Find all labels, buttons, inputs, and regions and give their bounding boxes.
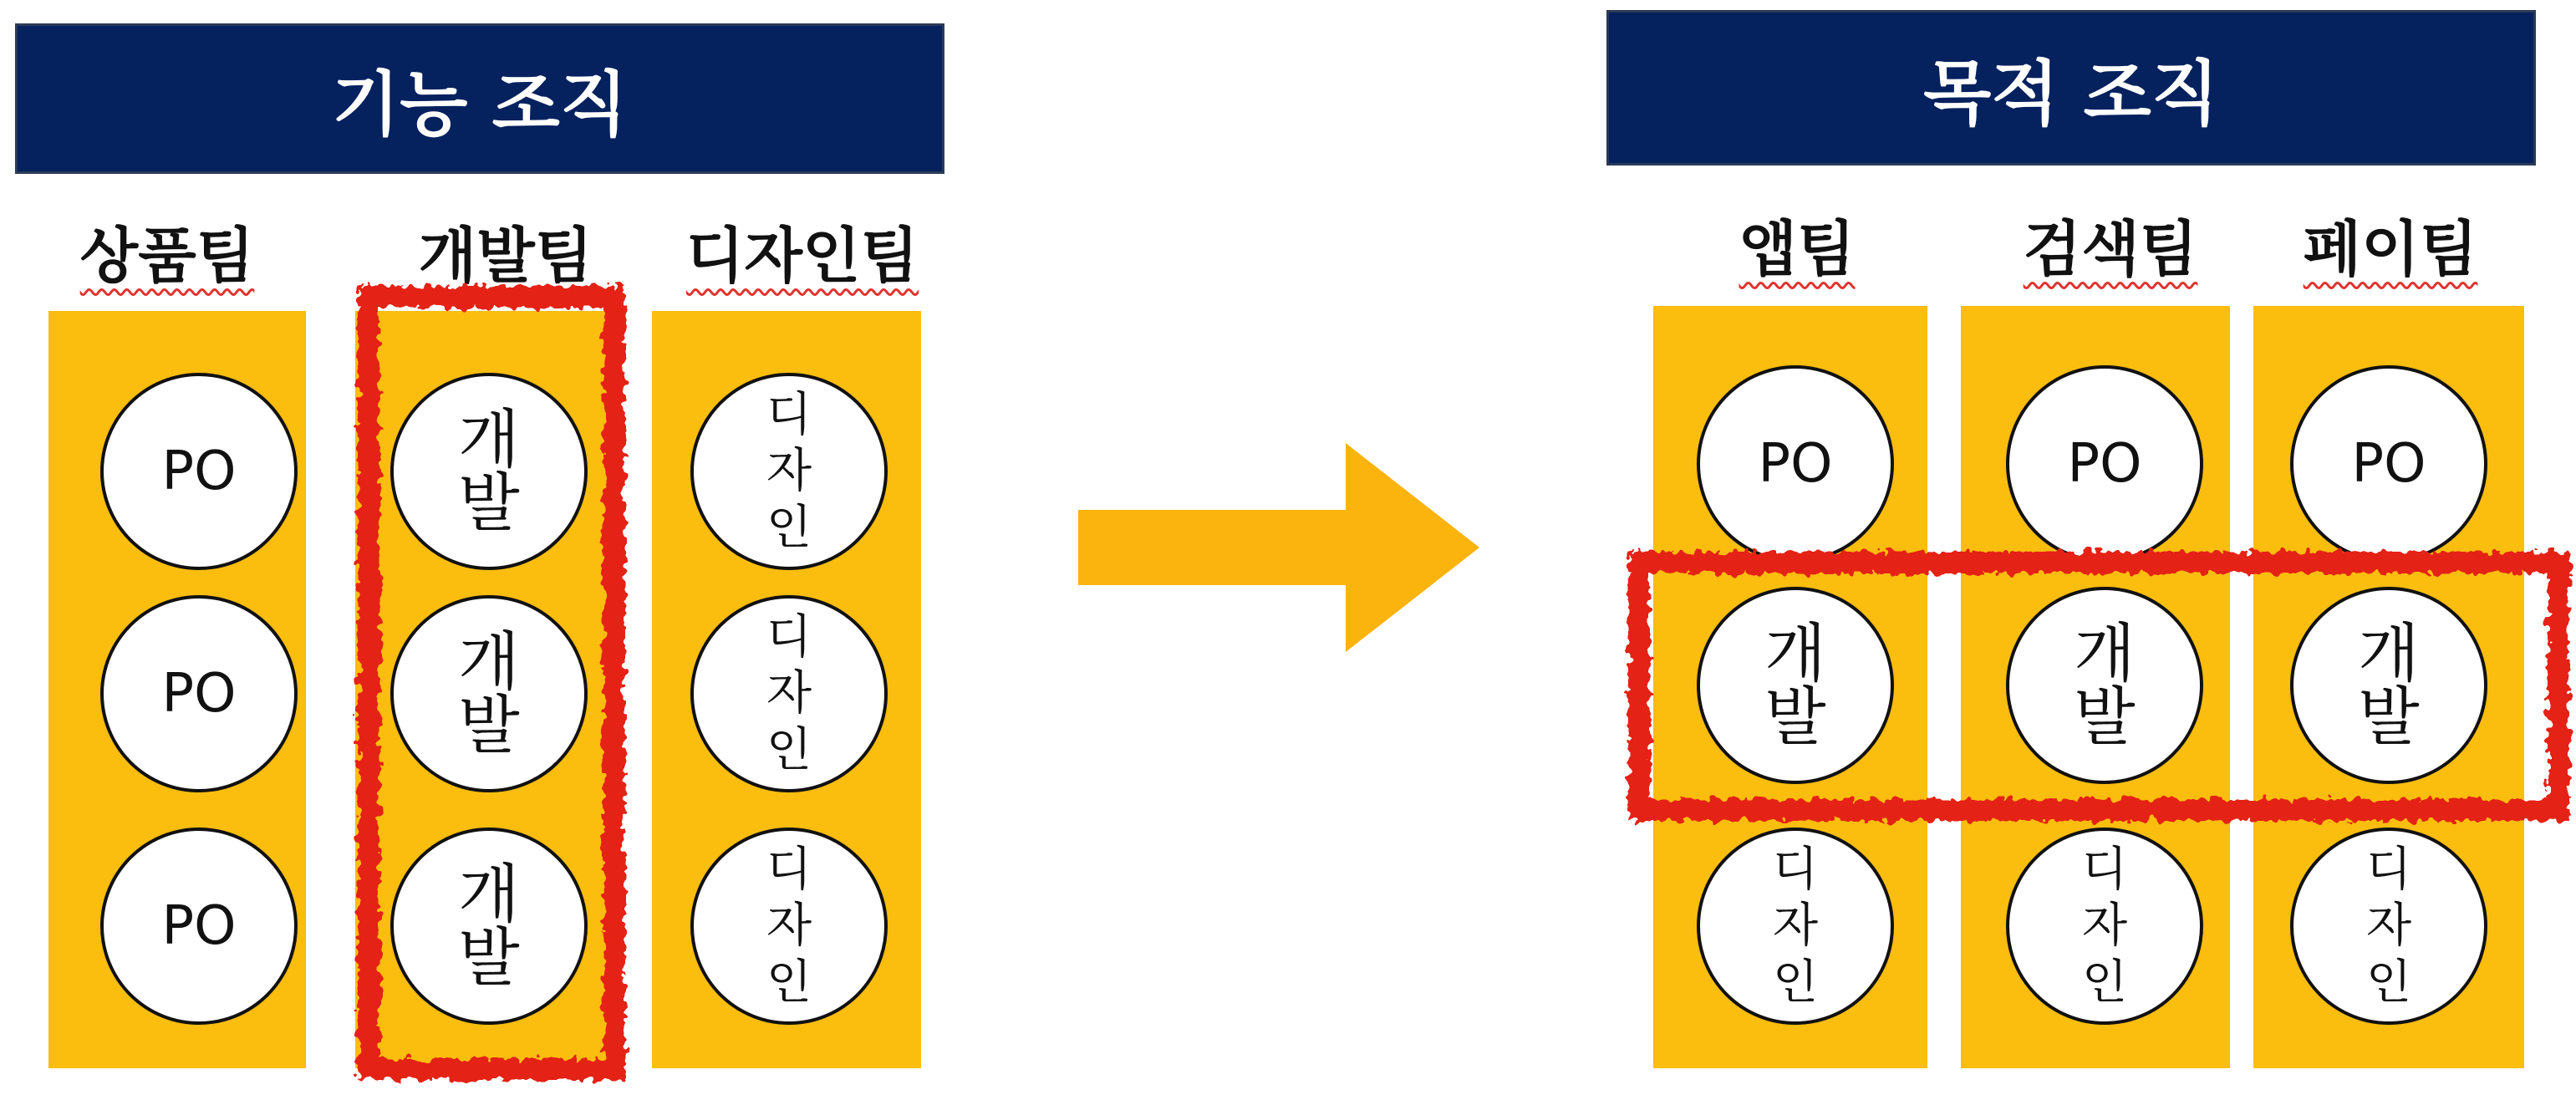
- team-label-app: 앱팀: [1739, 214, 1856, 284]
- team-label-product: 상품팀: [79, 221, 255, 291]
- dev-column-highlight: [358, 286, 625, 1080]
- member-circle-dev: 개 발: [390, 828, 588, 1025]
- member-circle-po: PO: [2290, 365, 2487, 563]
- team-label-search: 검색팀: [2023, 214, 2198, 284]
- member-circle-dev: 개 발: [2290, 587, 2487, 784]
- member-circle-dev: 개 발: [390, 373, 588, 570]
- member-circle-design: 디 자 인: [2006, 828, 2203, 1025]
- purpose-org-title: 목적 조직: [1606, 10, 2536, 166]
- member-circle-po: PO: [100, 595, 298, 792]
- member-circle-dev: 개 발: [2006, 587, 2203, 784]
- functional-org-title: 기능 조직: [15, 23, 944, 174]
- member-circle-po: PO: [2006, 365, 2203, 563]
- member-circle-po: PO: [1697, 365, 1894, 563]
- member-circle-design: 디 자 인: [690, 373, 888, 570]
- member-circle-dev: 개 발: [1697, 587, 1894, 784]
- member-circle-design: 디 자 인: [690, 595, 888, 792]
- dev-row-highlight: [1628, 552, 2569, 821]
- member-circle-design: 디 자 인: [2290, 828, 2487, 1025]
- team-label-pay: 페이팀: [2303, 214, 2478, 284]
- member-circle-po: PO: [100, 373, 298, 570]
- team-label-dev: 개발팀: [418, 221, 593, 291]
- team-label-design: 디자인팀: [685, 221, 919, 291]
- right-arrow-icon: [1078, 443, 1479, 652]
- member-circle-dev: 개 발: [390, 595, 588, 792]
- member-circle-po: PO: [100, 828, 298, 1025]
- member-circle-design: 디 자 인: [1697, 828, 1894, 1025]
- member-circle-design: 디 자 인: [690, 828, 888, 1025]
